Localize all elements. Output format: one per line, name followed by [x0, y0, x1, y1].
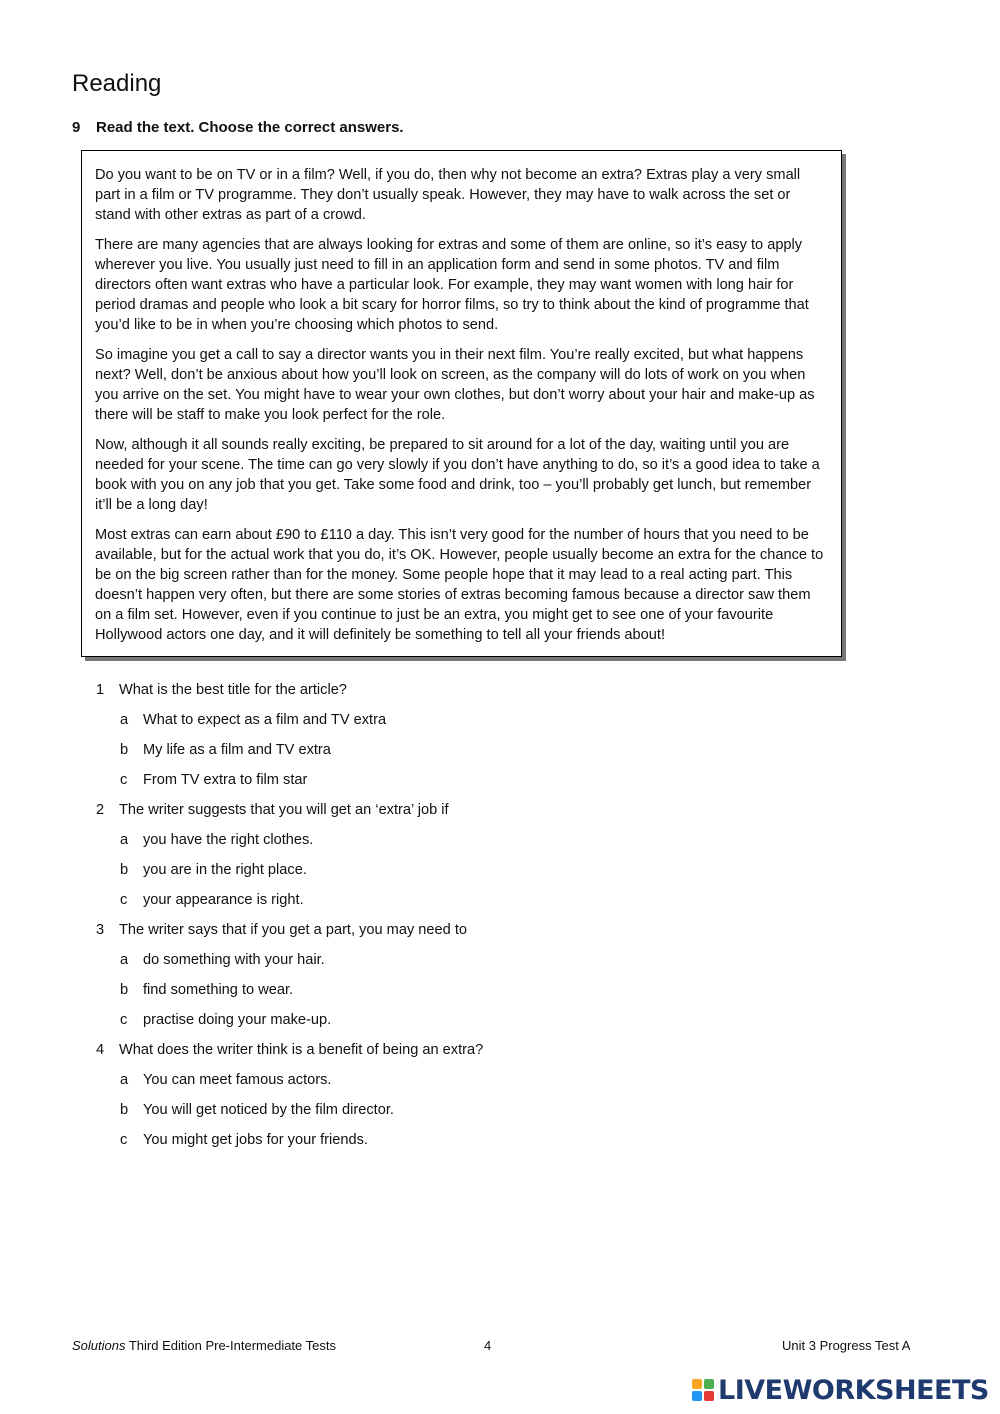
passage-paragraph: There are many agencies that are always looking for extras and some of them are online, so it’s easy to apply wherever you live. You usually just need to fill in an application form and send in some photos. TV and film directors often want extras who have a particular look. For example, they may want women with long hair for period dramas and people who look a bit scary for horror films, so try to think about the kind of programme that you’d like to be in when you’re choosing which photos to send.: [95, 237, 809, 333]
footer-page-number: 4: [484, 1338, 492, 1353]
answer-option-2c[interactable]: [96, 890, 796, 920]
answer-option-1b[interactable]: [96, 740, 796, 770]
question-1: [96, 680, 796, 710]
answer-option-4b[interactable]: [96, 1100, 796, 1130]
option-text: practise doing your make-up.: [143, 1012, 332, 1028]
answer-option-2a[interactable]: [96, 830, 796, 860]
answer-option-4a[interactable]: [96, 1070, 796, 1100]
option-letter: c: [120, 772, 128, 788]
option-text: You can meet famous actors.: [143, 1072, 332, 1088]
option-letter: b: [120, 862, 129, 878]
answer-option-3b[interactable]: [96, 980, 796, 1010]
footer-book-subtitle: Third Edition Pre-Intermediate Tests: [125, 1338, 336, 1353]
question-list: [96, 680, 796, 1160]
answer-option-1a[interactable]: [96, 710, 796, 740]
question-2: [96, 800, 796, 830]
exercise-instruction: [72, 119, 404, 136]
logo-square-2: [704, 1379, 714, 1389]
passage-paragraph: Do you want to be on TV or in a film? Well, if you do, then why not become an extra? Extras play a very small part in a film or TV programme. They don’t usually speak. However, they may have to walk across the set or stand with other extras as part of a crowd.: [95, 167, 801, 223]
option-letter: c: [120, 892, 128, 908]
option-letter: a: [120, 712, 129, 728]
liveworksheets-logo-icon: [692, 1379, 714, 1401]
option-text: find something to wear.: [143, 982, 294, 998]
answer-option-3a[interactable]: [96, 950, 796, 980]
question-text: The writer suggests that you will get an ‘extra’ job if: [119, 802, 449, 818]
logo-square-3: [692, 1391, 702, 1401]
option-text: You will get noticed by the film director.: [143, 1102, 394, 1118]
option-text: My life as a film and TV extra: [143, 742, 331, 758]
option-letter: b: [120, 982, 129, 998]
question-text: What is the best title for the article?: [119, 682, 347, 698]
liveworksheets-logo[interactable]: [692, 1374, 989, 1406]
option-text: your appearance is right.: [143, 892, 304, 908]
logo-text: LIVEWORKSHEETS: [718, 1374, 989, 1406]
answer-option-2b[interactable]: [96, 860, 796, 890]
exercise-number: 9: [72, 119, 81, 136]
question-4: [96, 1040, 796, 1070]
question-text: The writer says that if you get a part, you may need to: [119, 922, 467, 938]
question-number: 4: [96, 1042, 105, 1058]
logo-square-1: [692, 1379, 702, 1389]
answer-option-3c[interactable]: [96, 1010, 796, 1040]
footer-book-name: Solutions: [72, 1338, 126, 1353]
section-title: Reading: [72, 70, 162, 97]
option-text: you have the right clothes.: [143, 832, 314, 848]
option-text: What to expect as a film and TV extra: [143, 712, 387, 728]
reading-passage: [81, 150, 842, 657]
option-text: do something with your hair.: [143, 952, 325, 968]
answer-option-4c[interactable]: [96, 1130, 796, 1160]
footer-test-name: Unit 3 Progress Test A: [782, 1338, 911, 1353]
question-number: 1: [96, 682, 105, 698]
passage-paragraph: So imagine you get a call to say a director wants you in their next film. You’re really excited, but what happens next? Well, don’t be anxious about how you’ll look on screen, as the company will do lots of work on you when you arrive on the set. You might have to wear your own clothes, but don’t worry about your hair and make-up as there will be staff to make you look perfect for the role.: [95, 347, 815, 423]
passage-paragraph: Most extras can earn about £90 to £110 a day. This isn’t very good for the number of hours that you need to be available, but for the actual work that you do, it’s OK. However, people usually become an extra for the chance to be on the big screen rather than for the money. Some people hope that it may lead to a real acting part. This doesn’t happen very often, but there are some stories of extras becoming famous because a director saw them on a film set. However, even if you continue to just be an extra, you might get to see one of your favourite Hollywood actors one day, and it will definitely be something to tell all your friends about!: [95, 527, 824, 643]
option-letter: a: [120, 832, 129, 848]
option-letter: c: [120, 1132, 128, 1148]
option-text: you are in the right place.: [143, 862, 307, 878]
option-text: You might get jobs for your friends.: [143, 1132, 368, 1148]
question-number: 2: [96, 802, 105, 818]
question-number: 3: [96, 922, 105, 938]
option-letter: c: [120, 1012, 128, 1028]
footer-book-title: [72, 1338, 336, 1353]
logo-square-4: [704, 1391, 714, 1401]
exercise-instruction-text: Read the text. Choose the correct answers.: [96, 119, 404, 136]
option-letter: a: [120, 952, 129, 968]
option-letter: b: [120, 1102, 129, 1118]
option-letter: b: [120, 742, 129, 758]
option-letter: a: [120, 1072, 129, 1088]
question-3: [96, 920, 796, 950]
passage-paragraph: Now, although it all sounds really exciting, be prepared to sit around for a lot of the day, waiting until you are needed for your scene. The time can go very slowly if you don’t have anything to do, so it’s a good idea to take a book with you on any job that you get. Take some food and drink, too – you’ll probably get lunch, but remember it’ll be a long day!: [95, 437, 820, 513]
answer-option-1c[interactable]: [96, 770, 796, 800]
question-text: What does the writer think is a benefit of being an extra?: [119, 1042, 484, 1058]
option-text: From TV extra to film star: [143, 772, 308, 788]
